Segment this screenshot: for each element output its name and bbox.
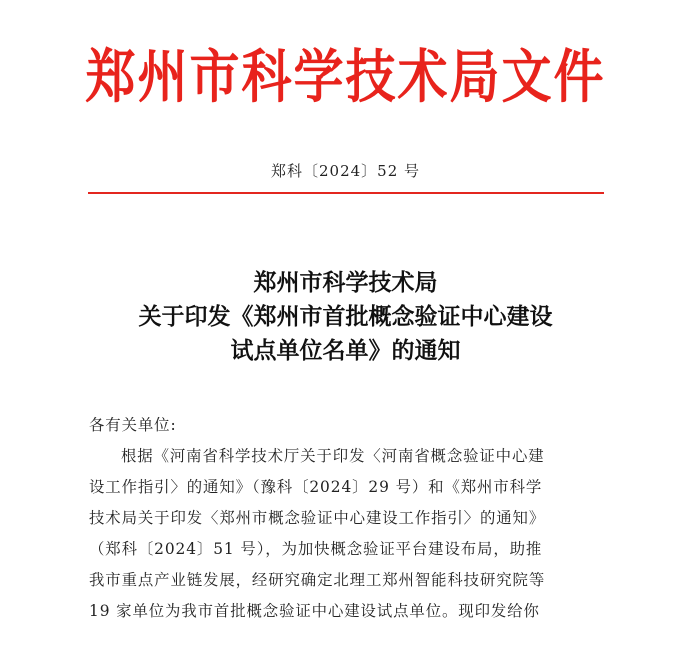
body-line-4: （郑科〔2024〕51 号），为加快概念验证平台建设布局，助推 xyxy=(89,540,543,558)
body-line-2: 设工作指引〉的通知》（豫科〔2024〕29 号）和《郑州市科学 xyxy=(89,478,543,496)
title-line-3: 试点单位名单》的通知 xyxy=(230,337,461,364)
salutation: 各有关单位: xyxy=(89,416,177,434)
document-title xyxy=(0,266,691,368)
title-line-2: 关于印发《郑州市首批概念验证中心建设 xyxy=(138,303,553,330)
body-line-3: 技术局关于印发〈郑州市概念验证中心建设工作指引〉的通知》 xyxy=(89,509,546,527)
red-divider-line xyxy=(88,192,604,194)
document-number: 郑科〔2024〕52 号 xyxy=(270,162,421,180)
document-masthead: 郑州市科学技术局文件 xyxy=(85,42,606,111)
body-line-5: 我市重点产业链发展，经研究确定北理工郑州智能科技研究院等 xyxy=(89,571,546,589)
body-line-6: 19 家单位为我市首批概念验证中心建设试点单位。现印发给你 xyxy=(89,602,540,620)
document-body xyxy=(89,410,609,627)
body-line-1: 根据《河南省科学技术厅关于印发〈河南省概念验证中心建 xyxy=(121,447,545,465)
title-line-1: 郑州市科学技术局 xyxy=(253,269,438,296)
